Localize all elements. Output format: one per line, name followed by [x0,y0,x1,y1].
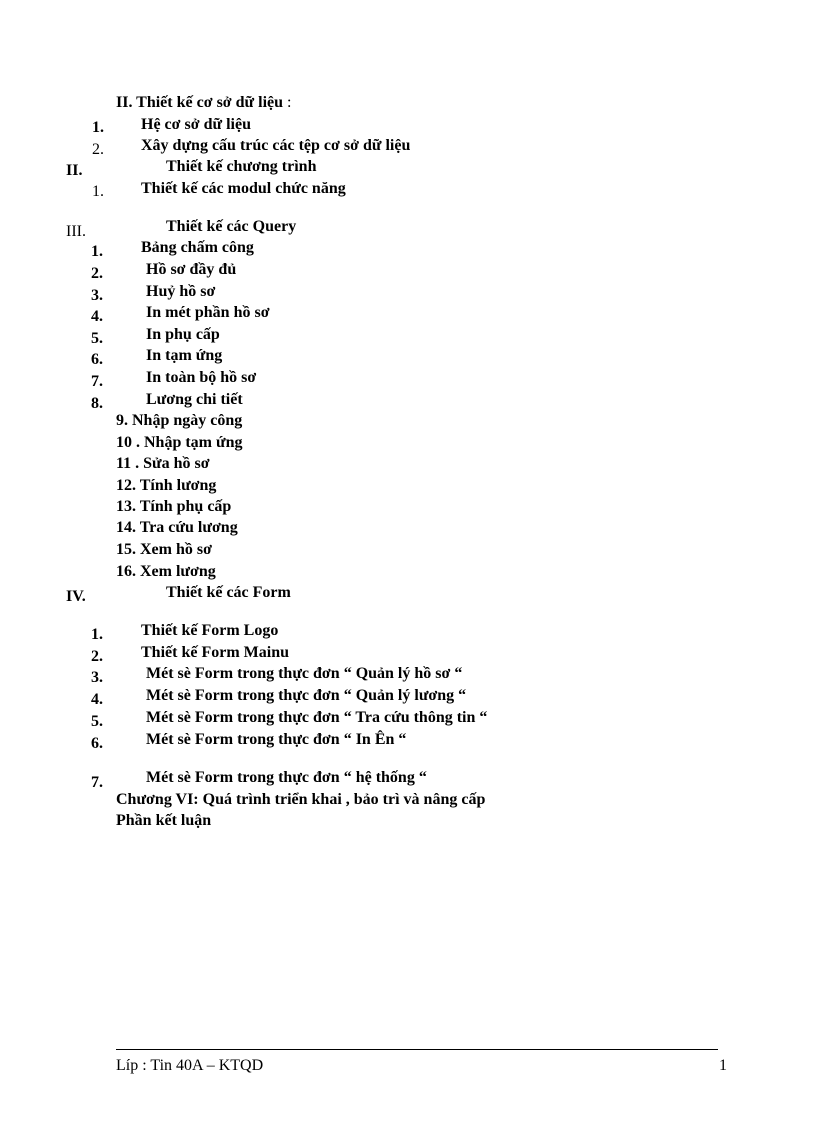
toc-item: Thiết kế Form Mainu [141,644,289,661]
toc-item: Mét sè Form trong thực đơn “ Tra cứu thông tin “ [146,709,488,726]
toc-item: Mét sè Form trong thực đơn “ Quản lý lương “ [146,687,467,704]
toc-item: Mét sè Form trong thực đơn “ In Ên “ [146,731,407,748]
section-number: II. [66,162,83,179]
toc-item: Thiết kế các modul chức năng [141,180,346,197]
section-heading-suffix: : [283,94,292,111]
item-number: 8. [91,395,103,412]
conclusion-heading: Phần kết luận [116,812,212,829]
item-number: 2. [91,265,103,282]
toc-item: Lương chi tiết [146,391,243,408]
section-number: III. [66,223,86,240]
toc-item: 13. Tính phụ cấp [116,498,232,515]
footer-divider [116,1049,718,1050]
toc-item: 16. Xem lương [116,563,216,580]
item-number: 2. [92,141,104,158]
section-heading-query: Thiết kế các Query [166,218,297,235]
item-number: 2. [91,648,103,665]
toc-item: 14. Tra cứu lương [116,519,238,536]
toc-item: 11 . Sửa hồ sơ [116,455,210,472]
toc-item: Hồ sơ đầy đủ [146,261,237,278]
item-number: 4. [91,691,103,708]
item-number: 7. [91,774,103,791]
item-number: 5. [91,713,103,730]
toc-item: In mét phần hồ sơ [146,304,270,321]
item-number: 1. [91,243,103,260]
section-heading-program: Thiết kế chương trình [166,158,317,175]
item-number: 3. [91,669,103,686]
toc-item: Huỷ hồ sơ [146,283,216,300]
toc-item: Thiết kế Form Logo [141,622,279,639]
toc-item: 15. Xem hồ sơ [116,541,212,558]
toc-item: 9. Nhập ngày công [116,412,243,429]
toc-item: In toàn bộ hồ sơ [146,369,257,386]
section-heading-database [116,93,292,113]
toc-item: Mét sè Form trong thực đơn “ hệ thống “ [146,769,427,786]
toc-item: Hệ cơ sở dữ liệu [141,116,251,133]
item-number: 6. [91,351,103,368]
toc-item: In tạm ứng [146,347,223,364]
chapter-heading: Chương VI: Quá trình triển khai , bảo trì và nâng cấp [116,791,486,808]
toc-item: 12. Tính lương [116,477,217,494]
item-number: 7. [91,373,103,390]
footer-class-label: Líp : Tin 40A – KTQD [116,1057,264,1074]
toc-item: 10 . Nhập tạm ứng [116,434,243,451]
section-heading-text: II. Thiết kế cơ sở dữ liệu [116,94,284,111]
item-number: 5. [91,330,103,347]
item-number: 1. [91,626,103,643]
item-number: 1. [92,119,104,136]
page-number: 1 [719,1057,727,1074]
item-number: 4. [91,308,103,325]
toc-item: In phụ cấp [146,326,220,343]
item-number: 3. [91,287,103,304]
item-number: 1. [92,183,104,200]
toc-item: Bảng chấm công [141,239,254,256]
item-number: 6. [91,735,103,752]
section-heading-form: Thiết kế các Form [166,584,291,601]
section-number: IV. [66,588,86,605]
toc-item: Xây dựng cấu trúc các tệp cơ sở dữ liệu [141,137,411,154]
toc-item: Mét sè Form trong thực đơn “ Quản lý hồ sơ “ [146,665,463,682]
